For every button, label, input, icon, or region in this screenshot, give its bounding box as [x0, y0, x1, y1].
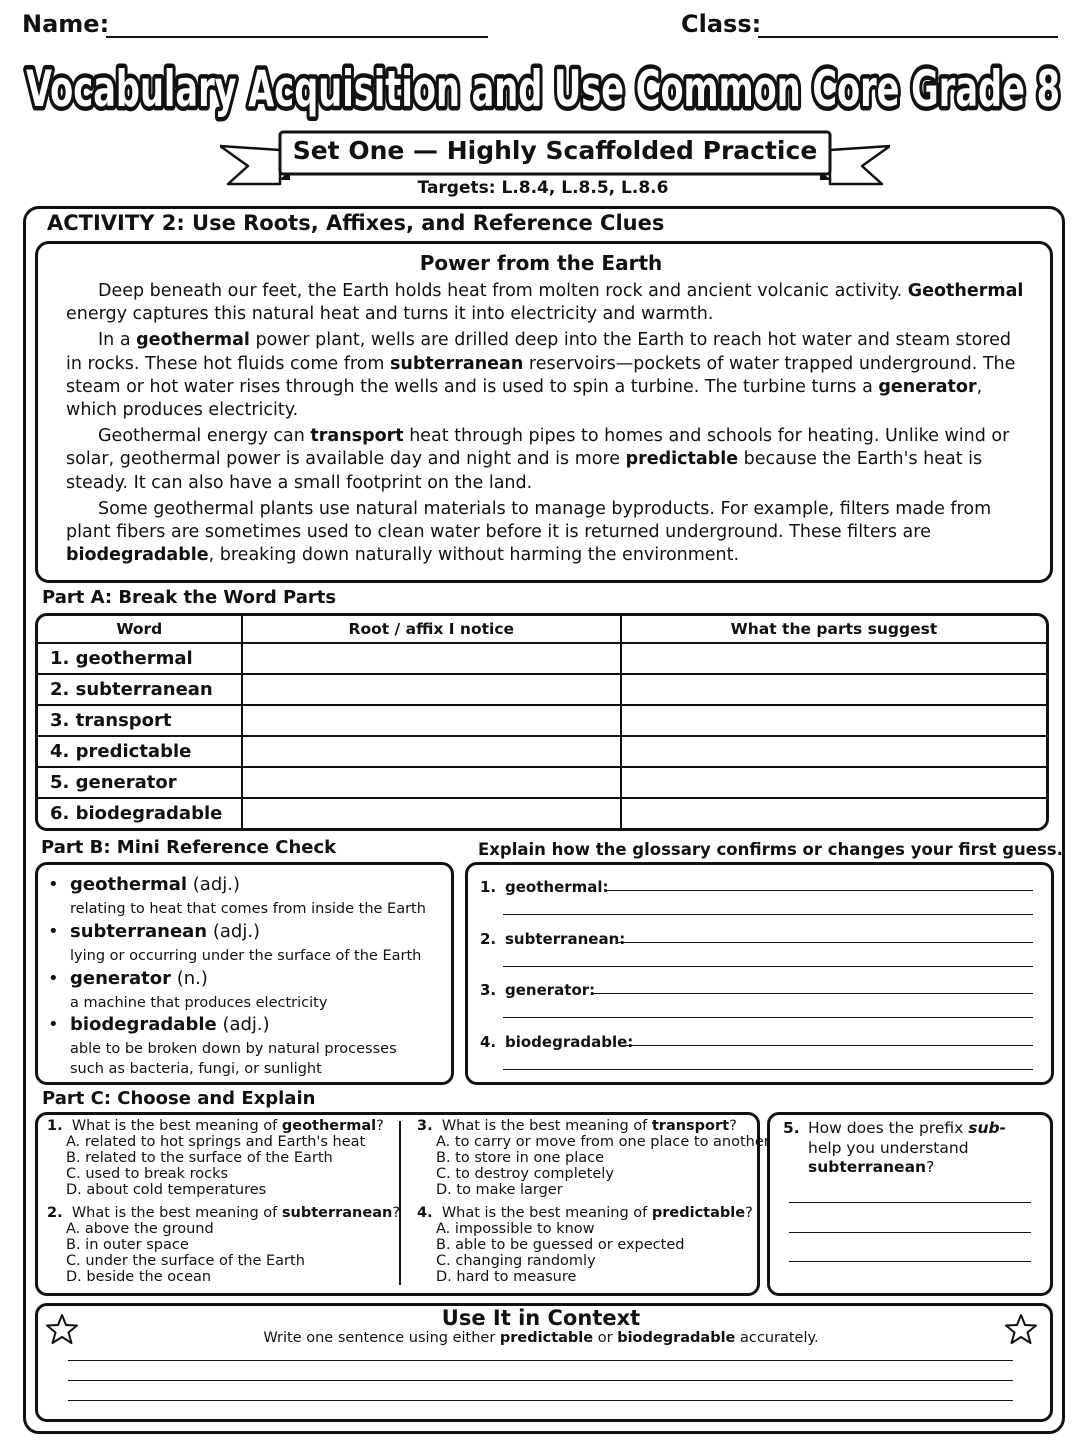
glossary-pos: (adj.) [222, 1014, 270, 1035]
answer-line[interactable] [592, 993, 1033, 994]
context-instruction: Write one sentence using either predictable or biodegradable accurately. [263, 1330, 819, 1346]
answer-option[interactable]: D. to make larger [436, 1182, 563, 1198]
vocab-word: geothermal [136, 330, 250, 351]
word-cell: 1. geothermal [38, 644, 243, 675]
answer-option[interactable]: B. to store in one place [436, 1150, 605, 1166]
word-parts-table [35, 613, 1049, 831]
answer-option[interactable]: C. changing randomly [436, 1253, 596, 1269]
answer-line[interactable] [605, 890, 1033, 891]
part-b-title: Part B: Mini Reference Check [41, 837, 337, 858]
suggest-cell[interactable] [622, 737, 1046, 768]
answer-option[interactable]: D. hard to measure [436, 1269, 577, 1285]
table-row [38, 644, 1046, 675]
passage-paragraph: Deep beneath our feet, the Earth holds heat from molten rock and ancient volcanic activity. Geothermal energy captures this natural heat and turns it into electricity and warmth. [66, 281, 1024, 325]
passage-paragraph: Some geothermal plants use natural materials to manage byproducts. For example, filters made from plant fibers are sometimes used to clean water before it is returned underground. These filters are biodegradable, breaking down naturally without harming the environment. [66, 498, 992, 566]
question-4: 4. What is the best meaning of predictable? A. impossible to know B. able to be guessed or expected C. changing randomly D. hard to measure [417, 1205, 753, 1285]
glossary-pos: (adj.) [212, 921, 261, 942]
answer-line[interactable] [789, 1202, 1031, 1203]
table-row [38, 737, 1046, 768]
star-icon [46, 1313, 78, 1345]
passage-paragraph: In a geothermal power plant, wells are drilled deep into the Earth to reach hot water and steam stored in rocks. These hot fluids come from subterranean reservoirs—pockets of water trapped underground. The steam or hot water rises through the wells and is used to spin a turbine. The turbine turns a generator, which produces electricity. [66, 330, 1016, 421]
bullet-icon: • [48, 1014, 59, 1035]
glossary-pos: (n.) [176, 968, 208, 989]
glossary-word: generator [70, 968, 171, 989]
glossary-word: biodegradable [70, 1014, 217, 1035]
glossary-word: subterranean [70, 921, 208, 942]
suggest-cell[interactable] [622, 706, 1046, 737]
suggest-cell[interactable] [622, 799, 1046, 828]
table-row [38, 799, 1046, 828]
glossary-definition: able to be broken down by natural processes such as bacteria, fungi, or sunlight [70, 1041, 397, 1077]
answer-option[interactable]: A. to carry or move from one place to another [436, 1134, 770, 1150]
vocab-word: subterranean [390, 353, 524, 374]
targets-line: Targets: L.8.4, L.8.5, L.8.6 [417, 178, 669, 198]
root-cell[interactable] [243, 799, 622, 828]
glossary-pos: (adj.) [192, 874, 241, 895]
answer-option[interactable]: B. able to be guessed or expected [436, 1237, 685, 1253]
glossary-definition: lying or occurring under the surface of the Earth [70, 948, 422, 964]
part-a-title: Part A: Break the Word Parts [42, 587, 337, 608]
banner-text: Set One — Highly Scaffolded Practice [292, 136, 818, 165]
part-b-instruction: Explain how the glossary confirms or changes your first guess. [478, 840, 1063, 859]
answer-option[interactable]: A. impossible to know [436, 1221, 595, 1237]
glossary-word: geothermal [70, 874, 188, 895]
answer-line[interactable] [626, 1045, 1033, 1046]
name-field[interactable] [106, 36, 488, 38]
word-cell: 6. biodegradable [38, 799, 243, 828]
answer-line[interactable] [503, 914, 1033, 915]
answer-option[interactable]: D. about cold temperatures [66, 1182, 267, 1198]
answer-option[interactable]: B. related to the surface of the Earth [66, 1150, 333, 1166]
vocab-word: transport [310, 426, 404, 447]
root-cell[interactable] [243, 737, 622, 768]
reading-passage [66, 280, 1026, 570]
word-cell: 5. generator [38, 768, 243, 799]
answer-line[interactable] [503, 1017, 1033, 1018]
answer-option[interactable]: C. under the surface of the Earth [66, 1253, 305, 1269]
root-cell[interactable] [243, 644, 622, 675]
part-c-title: Part C: Choose and Explain [42, 1088, 316, 1109]
answer-option[interactable]: C. used to break rocks [66, 1166, 229, 1182]
bullet-icon: • [48, 874, 59, 895]
vocab-word: biodegradable [66, 545, 209, 566]
answer-option[interactable]: D. beside the ocean [66, 1269, 212, 1285]
word-cell: 2. subterranean [38, 675, 243, 706]
writing-line[interactable] [68, 1400, 1013, 1401]
title-text: Vocabulary Acquisition and Use Common Core Grade 8 [26, 60, 1060, 118]
answer-line[interactable] [503, 966, 1033, 967]
column-header-suggest: What the parts suggest [622, 616, 1046, 644]
word-cell: 4. predictable [38, 737, 243, 768]
context-title: Use It in Context [441, 1306, 641, 1330]
bullet-icon: • [48, 921, 59, 942]
answer-line[interactable] [503, 1069, 1033, 1070]
bullet-icon: • [48, 968, 59, 989]
table-row [38, 706, 1046, 737]
star-icon [1005, 1313, 1037, 1345]
glossary-definition: a machine that produces electricity [70, 995, 328, 1011]
question-3: 3. What is the best meaning of transport? A. to carry or move from one place to another B. to store in one place C. to destroy completely D. to make larger [417, 1118, 770, 1198]
question-1: 1. What is the best meaning of geothermal? A. related to hot springs and Earth's heat B. related to the surface of the Earth C. used to break rocks D. about cold temperatures [47, 1118, 384, 1198]
word-cell: 3. transport [38, 706, 243, 737]
name-label: Name: [22, 10, 110, 38]
suggest-cell[interactable] [622, 768, 1046, 799]
glossary-definition: relating to heat that comes from inside the Earth [70, 901, 426, 917]
answer-option[interactable]: A. above the ground [66, 1221, 214, 1237]
writing-line[interactable] [68, 1380, 1013, 1381]
column-header-word: Word [38, 616, 243, 644]
table-row [38, 768, 1046, 799]
class-label: Class: [681, 10, 762, 38]
vocab-word: Geothermal [907, 281, 1024, 301]
worksheet-title [0, 50, 1086, 130]
column-header-root: Root / affix I notice [243, 616, 622, 644]
vocab-word: predictable [625, 449, 739, 470]
suggest-cell[interactable] [622, 675, 1046, 706]
answer-option[interactable]: B. in outer space [66, 1237, 189, 1253]
answer-option[interactable]: C. to destroy completely [436, 1166, 614, 1182]
root-cell[interactable] [243, 675, 622, 706]
table-row [38, 675, 1046, 706]
root-cell[interactable] [243, 706, 622, 737]
answer-line[interactable] [789, 1232, 1031, 1233]
question-2: 2. What is the best meaning of subterranean? A. above the ground B. in outer space C. under the surface of the Earth D. beside the ocean [47, 1205, 401, 1285]
answer-line[interactable] [789, 1261, 1031, 1262]
root-cell[interactable] [243, 768, 622, 799]
activity-title: ACTIVITY 2: Use Roots, Affixes, and Reference Clues [47, 211, 665, 235]
vocab-word: generator [878, 376, 977, 397]
answer-line[interactable] [618, 942, 1033, 943]
class-field[interactable] [758, 36, 1058, 38]
writing-line[interactable] [68, 1360, 1013, 1361]
passage-paragraph: Geothermal energy can transport heat through pipes to homes and schools for heating. Unlike wind or solar, geothermal power is available day and night and is more predictable because the Earth's heat is steady. It can also have a small footprint on the land. [66, 426, 1010, 493]
passage-title: Power from the Earth [419, 251, 663, 275]
suggest-cell[interactable] [622, 644, 1046, 675]
answer-option[interactable]: A. related to hot springs and Earth's heat [66, 1134, 366, 1150]
